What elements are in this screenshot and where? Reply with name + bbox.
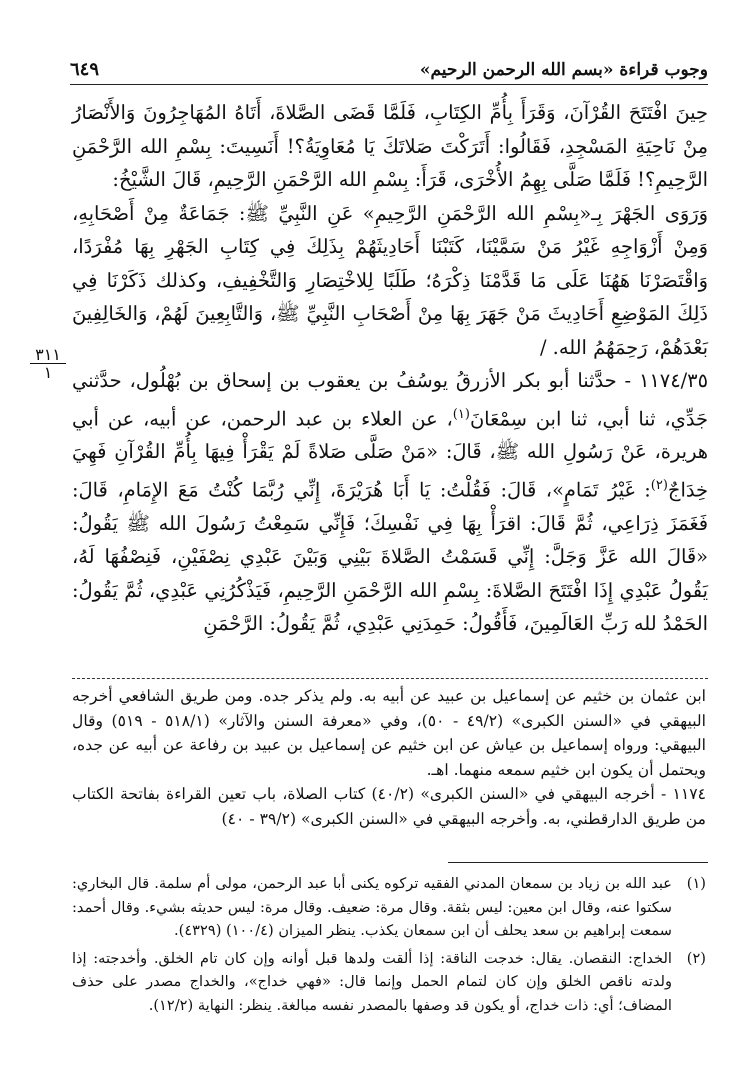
footnote-1 bbox=[72, 872, 706, 943]
hadith-isnad: ١١٧٤/٣٥ - حدَّثنا أبو بكر الأزرقُ يوسُفُ بن يعقوب بن إسحاق بن بُهْلُول، حدَّثني جَدِّي، ثنا أبي، ثنا ابن سِمْعَانَ bbox=[72, 369, 708, 430]
takhrij-separator bbox=[72, 678, 708, 679]
manuscript-page-marker bbox=[30, 346, 66, 381]
main-paragraph-2: وَرَوَى الجَهْرَ بِـ«بِسْمِ الله الرَّحْمَنِ الرَّحِيمِ» عَنِ النَّبِيِّ ﷺ: جَمَاعَةٌ مِنْ أَصْحَابِهِ، وَمِنْ أَزْوَاجِهِ غَيْرُ مَنْ سَمَّيْنَا، كَتَبْنَا أَحَادِيثَهُمْ بِذَلِكَ فِي كِتَابِ الجَهْرِ بِهَا مُفْرَدًا، وَاقْتَصَرْنَا هَهُنَا عَلَى مَا قَدَّمْنَا ذِكْرَهُ؛ طَلَبًا لِلاخْتِصَارِ وَالتَّخْفِيفِ، وكذلك ذَكَرْنَا فِي ذَلِكَ المَوْضِعِ أَحَادِيثَ مَنْ جَهَرَ بِهَا مِنْ أَصْحَابِ النَّبِيِّ ﷺ، وَالتَّابِعِينَ لَهُمْ، وَالخَالِفِينَ بَعْدَهُمْ، رَحِمَهُمُ الله. / bbox=[72, 201, 708, 359]
footnote-text: عبد الله بن زياد بن سمعان المدني الفقيه تركوه يكنى أبا عبد الرحمن، مولى أم سلمة. قال البخاري: سكتوا عنه، وقال ابن معين: ليس بثقة. وقال مرة: ضعيف. وقال مرة: ليس حديثه بشيء. وقال أحمد: سمعت إبراهيم بن سعد يحلف أن ابن سمعان يكذب. ينظر الميزان (١٠٠/٤) (٤٣٢٩). bbox=[72, 875, 672, 939]
footnote-number: (٢) bbox=[686, 949, 706, 967]
footnote-text: الخداج: النقصان. يقال: خدجت الناقة: إذا ألقت ولدها قبل أوانه وإن كان تام الخلق. وأخدجته: إذا ولدته ناقص الخلق وإن كان لتمام الحمل وإنما قال: «فهي خداج»، والخداج مصدر على حذف المضاف؛ أي: ذات خداج، أو يكون قد وصفها بالمصدر نفسه مبالغة. ينظر: النهاية (١٢/٢). bbox=[72, 949, 672, 1014]
hadith-matn: ، عن العلاء بن عبد الرحمن، عن أبيه، عن أبي هريرة، عَنْ رَسُولِ الله ﷺ، قَالَ: «مَنْ صَلَّى صَلاةً لَمْ يَقْرَأْ فِيهَا بِأُمِّ القُرْآنِ فَهِيَ خِدَاجٌ bbox=[72, 406, 708, 502]
chapter-title: وجوب قراءة «بسم الله الرحمن الرحيم» bbox=[419, 60, 708, 80]
footnote-2 bbox=[72, 947, 706, 1018]
hadith-1174 bbox=[72, 364, 708, 641]
takhrij-paragraph-2: ١١٧٤ - أخرجه البيهقي في «السنن الكبرى» (٤٠/٢) كتاب الصلاة، باب تعين القراءة بفاتحة الكتاب من طريق الدارقطني، به. وأخرجه البيهقي في «السنن الكبرى» (٣٩/٢ - ٤٠) bbox=[72, 785, 706, 828]
footnotes-separator bbox=[448, 862, 708, 863]
main-text bbox=[72, 96, 708, 641]
manuscript-side: ١ bbox=[43, 363, 53, 382]
footnote-ref-1[interactable]: (١) bbox=[452, 406, 470, 422]
footnote-number: (١) bbox=[686, 875, 706, 892]
takhrij-paragraph-1: ابن عثمان بن خثيم عن إسماعيل بن عبيد عن أبيه به. ولم يذكر جده. ومن طريق الشافعي أخرجه البيهقي في «السنن الكبرى» (٤٩/٢ - ٥٠)، وفي «معرفة السنن والآثار» (٥١٨/١ - ٥١٩) وقال البيهقي: ورواه إسماعيل بن عياش عن ابن خثيم عن إسماعيل بن عبيد بن رفاعة عن أبيه عن جده، ويحتمل أن يكون ابن خثيم سمعه منهما. اهـ. bbox=[72, 687, 706, 779]
running-header bbox=[70, 52, 708, 85]
main-paragraph-1: حِينَ افْتَتَحَ القُرْآنَ، وَقَرَأَ بِأُمِّ الكِتَابِ، فَلَمَّا قَضَى الصَّلاةَ، أَتَاهُ المُهَاجِرُونَ وَالأَنْصَارُ مِنْ نَاحِيَةِ المَسْجِدِ، فَقَالُوا: أَتَرَكْتَ صَلاتَكَ يَا مُعَاوِيَةُ؟! أَنَسِيتَ: بِسْمِ الله الرَّحْمَنِ الرَّحِيمِ؟! فَلَمَّا صَلَّى بِهِمُ الأُخْرَى، قَرَأَ: بِسْمِ الله الرَّحْمَنِ الرَّحِيمِ، قَالَ الشَّيْخُ: bbox=[72, 101, 708, 191]
footnote-ref-2[interactable]: (٢) bbox=[650, 477, 668, 493]
manuscript-folio: ٣١١ bbox=[30, 346, 66, 364]
hadith-matn-continued: : غَيْرُ تَمَامٍ»، قَالَ: فَقُلْتُ: يَا أَبَا هُرَيْرَةَ، إِنِّي رُبَّمَا كُنْتُ مَعَ الإِمَامِ، قَالَ: فَغَمَزَ ذِرَاعِي، ثُمَّ قَالَ: اقرَأْ بِهَا فِي نَفْسِكَ؛ فَإِنِّي سَمِعْتُ رَسُولَ الله ﷺ يَقُولُ: «قَالَ الله عَزَّ وَجَلَّ: إِنِّي قَسَمْتُ الصَّلاةَ بَيْنِي وَبَيْنَ عَبْدِي نِصْفَيْنِ، فَنِصْفُهَا لَهُ، يَقُولُ عَبْدِي إِذَا افْتَتَحَ الصَّلاةَ: بِسْمِ الله الرَّحْمَنِ الرَّحِيمِ، فَيَذْكُرُنِي عَبْدِي، ثُمَّ يَقُولُ: الحَمْدُ لله رَبِّ العَالَمِينَ، فَأَقُولُ: حَمِدَنِي عَبْدِي، ثُمَّ يَقُولُ: الرَّحْمَنِ bbox=[72, 478, 708, 636]
footnotes bbox=[72, 872, 706, 1021]
page-number: ٦٤٩ bbox=[70, 59, 100, 80]
takhrij-section bbox=[72, 684, 706, 832]
